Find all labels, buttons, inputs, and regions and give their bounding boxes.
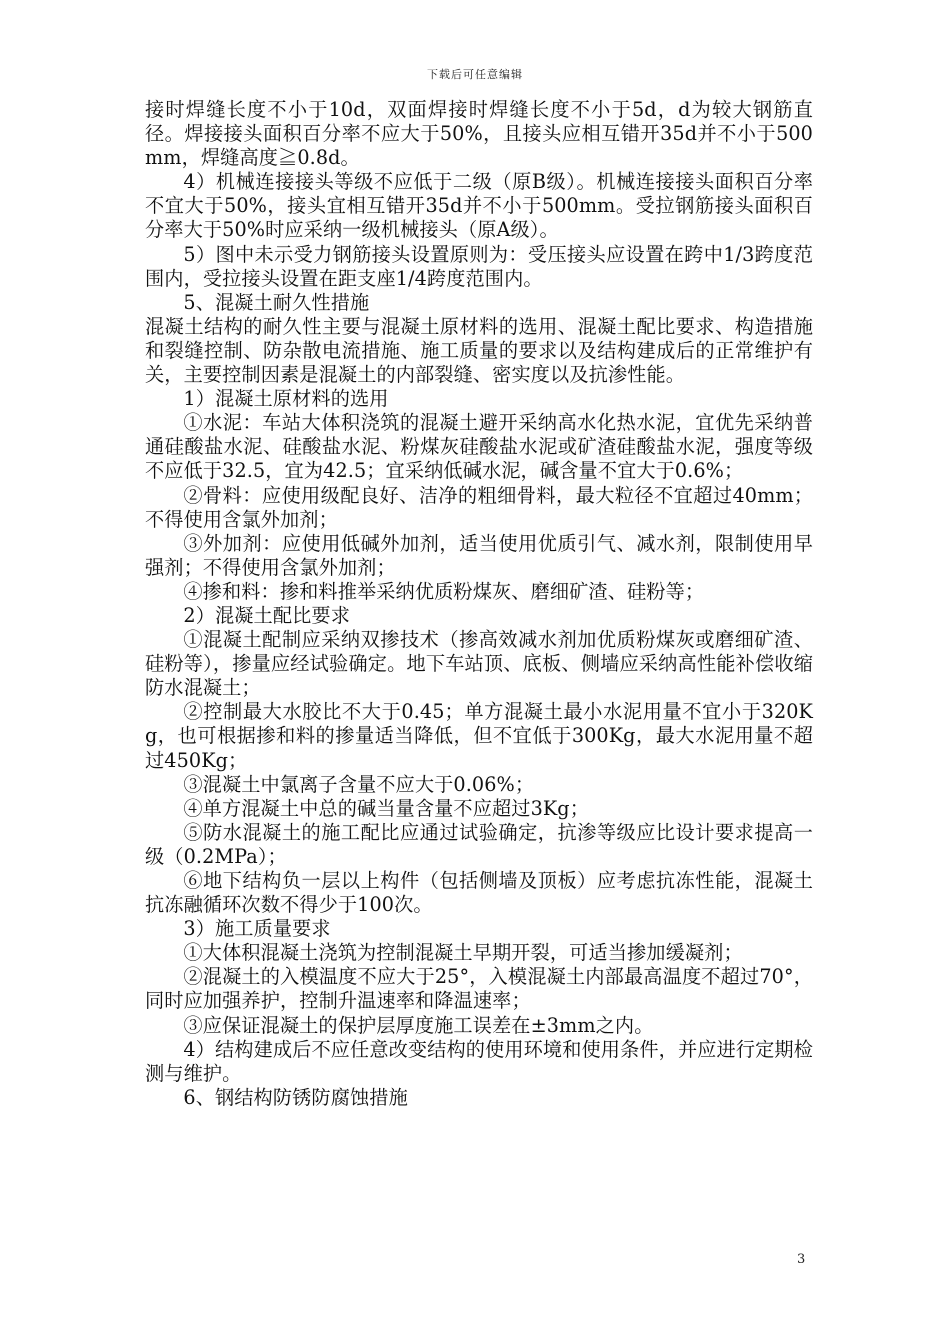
paragraph: 4）机械连接接头等级不应低于二级（原B级）。机械连接接头面积百分率不宜大于50%，接头宜相互错开35d并不小于500mm。受拉钢筋接头面积百分率大于50%时应采纳一级机械接头（原A级）。 xyxy=(145,170,813,242)
paragraph: 接时焊缝长度不小于10d，双面焊接时焊缝长度不小于5d，d为较大钢筋直径。焊接接头面积百分率不应大于50%，且接头应相互错开35d并不小于500mm，焊缝高度≧0.8d。 xyxy=(145,98,813,170)
list-item: ⑤防水混凝土的施工配比应通过试验确定，抗渗等级应比设计要求提高一级（0.2MPa）； xyxy=(145,820,813,868)
list-item: ③应保证混凝土的保护层厚度施工误差在±3mm之内。 xyxy=(183,1013,654,1037)
list-item: ①大体积混凝土浇筑为控制混凝土早期开裂，可适当掺加缓凝剂； xyxy=(183,941,743,965)
list-item: ④单方混凝土中总的碱当量含量不应超过3Kg； xyxy=(183,796,589,820)
paragraph: 4）结构建成后不应任意改变结构的使用环境和使用条件，并应进行定期检测与维护。 xyxy=(145,1037,813,1085)
list-item: ③混凝土中氯离子含量不应大于0.06%； xyxy=(183,772,535,796)
subsection-heading: 2）混凝土配比要求 xyxy=(183,603,350,627)
list-item: ④掺和料：掺和料推举采纳优质粉煤灰、磨细矿渣、硅粉等； xyxy=(183,579,705,603)
list-item: ①水泥：车站大体积浇筑的混凝土避开采纳高水化热水泥，宜优先采纳普通硅酸盐水泥、硅酸盐水泥、粉煤灰硅酸盐水泥或矿渣硅酸盐水泥，强度等级不应低于32.5，宜为42.5；宜采纳低碱水泥，碱含量不宜大于0.6%； xyxy=(145,411,813,483)
paragraph: 混凝土结构的耐久性主要与混凝土原材料的选用、混凝土配比要求、构造措施和裂缝控制、防杂散电流措施、施工质量的要求以及结构建成后的正常维护有关，主要控制因素是混凝土的内部裂缝、密实度以及抗渗性能。 xyxy=(145,314,813,387)
list-item: ②控制最大水胶比不大于0.45；单方混凝土最小水泥用量不宜小于320Kg，也可根据掺和料的掺量适当降低，但不宜低于300Kg，最大水泥用量不超过450Kg； xyxy=(145,700,813,772)
list-item: ⑥地下结构负一层以上构件（包括侧墙及顶板）应考虑抗冻性能，混凝土抗冻融循环次数不得少于100次。 xyxy=(145,869,813,917)
section-heading: 5、混凝土耐久性措施 xyxy=(183,290,370,314)
page-header: 下载后可任意编辑 xyxy=(427,68,523,81)
subsection-heading: 3）施工质量要求 xyxy=(183,917,331,941)
list-item: ①混凝土配制应采纳双掺技术（掺高效减水剂加优质粉煤灰或磨细矿渣、硅粉等），掺量应经试验确定。地下车站顶、底板、侧墙应采纳高性能补偿收缩防水混凝土； xyxy=(145,628,813,700)
subsection-heading: 1）混凝土原材料的选用 xyxy=(183,387,389,411)
section-heading: 6、钢结构防锈防腐蚀措施 xyxy=(183,1085,408,1109)
list-item: ③外加剂：应使用低碱外加剂，适当使用优质引气、减水剂，限制使用早强剂；不得使用含氯外加剂； xyxy=(145,531,813,579)
page-number: 3 xyxy=(797,1252,806,1267)
list-item: ②骨料：应使用级配良好、洁净的粗细骨料，最大粒径不宜超过40mm；不得使用含氯外加剂； xyxy=(145,483,813,531)
paragraph: 5）图中未示受力钢筋接头设置原则为：受压接头应设置在跨中1/3跨度范围内，受拉接头设置在距支座1/4跨度范围内。 xyxy=(145,242,813,290)
document-body xyxy=(145,98,813,1110)
list-item: ②混凝土的入模温度不应大于25°，入模混凝土内部最高温度不超过70°，同时应加强养护，控制升温速率和降温速率； xyxy=(145,965,813,1013)
